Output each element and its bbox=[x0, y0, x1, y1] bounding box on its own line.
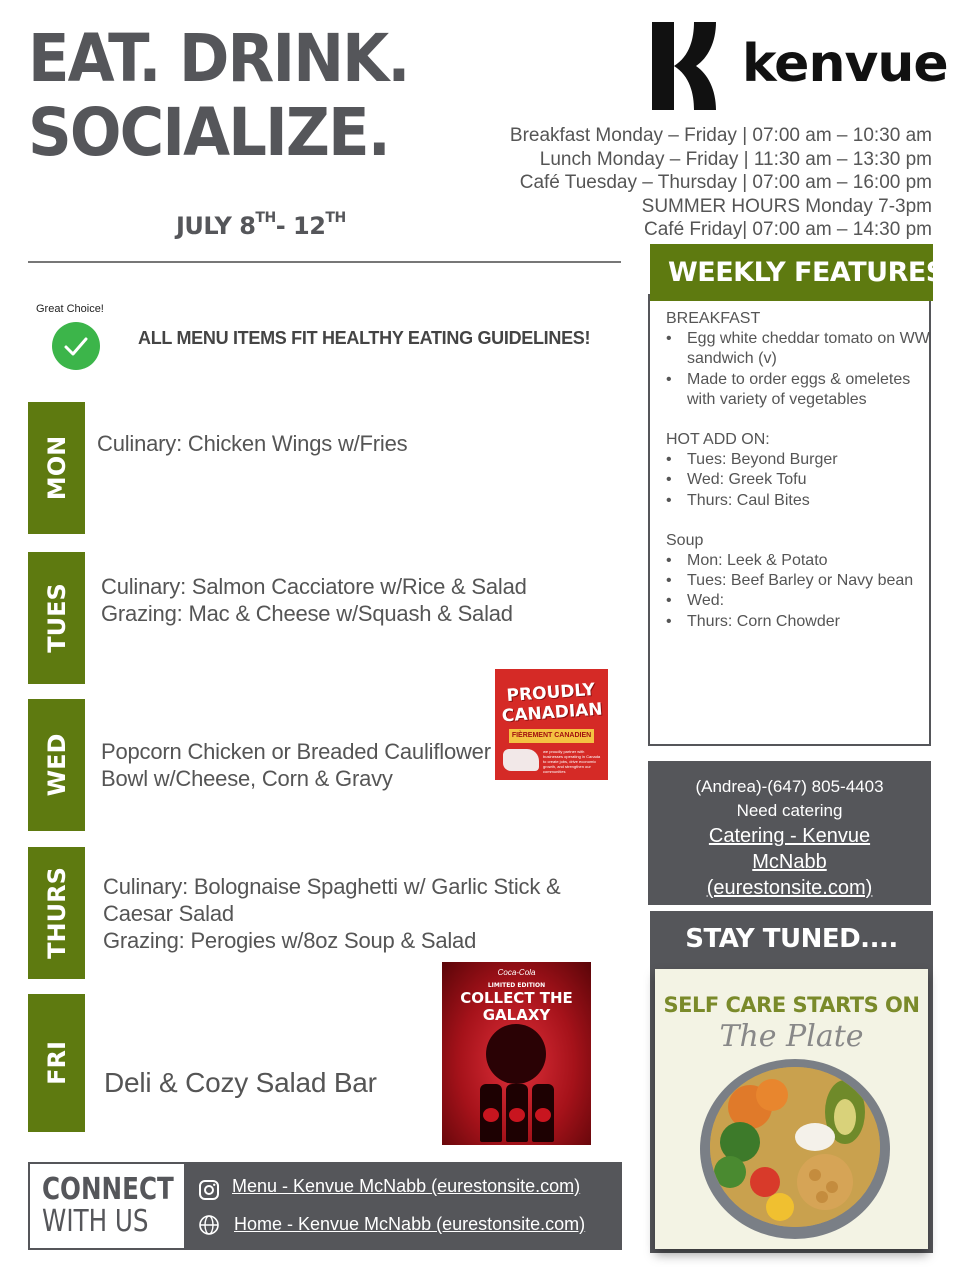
proudly-canadian-poster bbox=[495, 669, 608, 780]
menu-line: Culinary: Bolognaise Spaghetti w/ Garlic Stick & bbox=[103, 874, 561, 899]
breakfast-section bbox=[666, 309, 934, 410]
bottle-icon bbox=[506, 1084, 528, 1142]
hours-line: Breakfast Monday – Friday | 07:00 am – 10:30 am bbox=[509, 125, 932, 146]
list-item: • Egg white cheddar tomato on WW sandwich (v) bbox=[666, 329, 934, 369]
dates-sup-2: TH bbox=[325, 210, 346, 226]
list-item: • Thurs: Caul Bites bbox=[666, 491, 934, 511]
instagram-icon bbox=[198, 1179, 220, 1201]
great-choice-label: Great Choice! bbox=[36, 303, 104, 315]
day-tab-tues bbox=[28, 552, 85, 684]
poster-title-line: COLLECT THE bbox=[460, 989, 573, 1007]
helmet-figure-icon bbox=[486, 1024, 546, 1084]
connect-title-line: WITH US bbox=[42, 1204, 149, 1239]
menu-wed bbox=[101, 738, 491, 792]
hours-line: Café Tuesday – Thursday | 07:00 am – 16:00 pm bbox=[519, 172, 932, 194]
poster-ribbon: FIÈREMENT CANADIEN bbox=[509, 729, 594, 743]
poster-title-line: CANADIAN bbox=[501, 699, 604, 727]
day-tab-label: THURS bbox=[42, 867, 71, 959]
soup-section bbox=[666, 531, 934, 632]
collect-galaxy-poster bbox=[442, 962, 591, 1145]
canada-map-icon bbox=[503, 749, 539, 771]
home-link[interactable]: Home - Kenvue McNabb (eurestonsite.com) bbox=[234, 1214, 586, 1234]
menu-line: Culinary: Chicken Wings w/Fries bbox=[97, 431, 408, 456]
weekly-features-title: WEEKLY FEATURES bbox=[650, 244, 933, 301]
catering-need-text: Need catering bbox=[736, 801, 843, 820]
dates-sup-1: TH bbox=[255, 210, 276, 226]
menu-line: Popcorn Chicken or Breaded Cauliflower bbox=[101, 739, 491, 764]
day-tab-mon bbox=[28, 402, 85, 534]
stay-tuned-title: STAY TUNED.... bbox=[685, 924, 898, 954]
menu-line: Grazing: Perogies w/8oz Soup & Salad bbox=[103, 928, 477, 953]
menu-line: Culinary: Salmon Cacciatore w/Rice & Salad bbox=[101, 574, 527, 599]
bottle-icon bbox=[532, 1084, 554, 1142]
poster-title-line: GALAXY bbox=[482, 1006, 551, 1024]
poster-title-line: PROUDLY bbox=[505, 679, 596, 707]
catering-phone: (Andrea)-(647) 805-4403 bbox=[695, 777, 884, 796]
menu-line: Caesar Salad bbox=[103, 901, 234, 926]
day-tab-label: WED bbox=[42, 733, 71, 797]
kenvue-logo-text: kenvue bbox=[742, 34, 948, 94]
list-item: • Tues: Beyond Burger bbox=[666, 450, 934, 470]
headline-line-2: SOCIALIZE. bbox=[28, 94, 389, 171]
menu-line: Deli & Cozy Salad Bar bbox=[104, 1067, 377, 1098]
catering-link[interactable]: Catering - Kenvue McNabb (eurestonsite.com) bbox=[706, 825, 873, 899]
headline bbox=[28, 22, 409, 170]
day-tab-label: MON bbox=[42, 435, 71, 501]
catering-box bbox=[648, 761, 931, 905]
menu-link[interactable]: Menu - Kenvue McNabb (eurestonsite.com) bbox=[232, 1176, 581, 1196]
salad-bowl-icon bbox=[700, 1059, 890, 1239]
menu-mon bbox=[97, 430, 407, 457]
week-dates bbox=[176, 212, 346, 240]
section-title: HOT ADD ON: bbox=[666, 431, 770, 449]
kenvue-k-icon bbox=[650, 20, 720, 112]
menu-tues bbox=[101, 573, 527, 627]
day-tab-thurs bbox=[28, 847, 85, 979]
dates-start: JULY 8 bbox=[176, 212, 256, 240]
healthy-guideline-text: ALL MENU ITEMS FIT HEALTHY EATING GUIDELINES! bbox=[138, 328, 591, 348]
section-title: Soup bbox=[666, 531, 704, 549]
connect-bar bbox=[28, 1162, 622, 1250]
hours-block bbox=[510, 124, 932, 242]
kenvue-logo bbox=[650, 20, 948, 112]
salad-food bbox=[710, 1067, 880, 1227]
menu-line: Grazing: Mac & Cheese w/Squash & Salad bbox=[101, 601, 513, 626]
day-tab-label: FRI bbox=[42, 1041, 71, 1085]
hours-line: Lunch Monday – Friday | 11:30 am – 13:30 pm bbox=[539, 148, 932, 170]
connect-title bbox=[42, 1174, 174, 1238]
hours-line: SUMMER HOURS Monday 7-3pm bbox=[641, 195, 932, 217]
checkmark-icon bbox=[52, 322, 100, 370]
coca-cola-brand: Coca-Cola bbox=[497, 968, 536, 977]
self-care-line-1: SELF CARE STARTS ON bbox=[663, 993, 920, 1017]
bottle-icon bbox=[480, 1084, 502, 1142]
menu-line: Bowl w/Cheese, Corn & Gravy bbox=[101, 766, 393, 791]
day-tab-fri bbox=[28, 994, 85, 1132]
poster-small-text: we proudly partner with businesses operating in Canada to create jobs, drive economic growth, and strengthen our communities bbox=[543, 749, 601, 774]
self-care-image bbox=[655, 969, 928, 1249]
hot-add-on-section bbox=[666, 430, 934, 511]
day-tab-wed bbox=[28, 699, 85, 831]
connect-title-line: CONNECT bbox=[42, 1172, 174, 1207]
poster-small-text: LIMITED EDITION bbox=[487, 982, 546, 989]
header-divider bbox=[28, 261, 621, 263]
headline-line-1: EAT. DRINK. bbox=[28, 20, 409, 97]
list-item: • Tues: Beef Barley or Navy bean bbox=[666, 571, 934, 591]
stay-tuned-box bbox=[650, 911, 933, 1253]
list-item: • Mon: Leek & Potato bbox=[666, 551, 934, 571]
list-item: • Wed: Greek Tofu bbox=[666, 470, 934, 490]
poster-title bbox=[442, 982, 591, 1024]
self-care-line-2: The Plate bbox=[719, 1019, 864, 1054]
list-item: • Made to order eggs & omeletes with variety of vegetables bbox=[666, 370, 934, 410]
section-title: BREAKFAST bbox=[666, 310, 761, 327]
weekly-features-body bbox=[666, 309, 934, 652]
menu-fri bbox=[104, 1066, 377, 1100]
connect-title-box bbox=[30, 1164, 184, 1248]
dates-end: - 12 bbox=[275, 212, 326, 240]
menu-thurs bbox=[103, 873, 561, 954]
day-tab-label: TUES bbox=[42, 583, 71, 653]
poster-title bbox=[495, 679, 608, 727]
list-item: • Wed: bbox=[666, 591, 934, 611]
hours-line: Café Friday| 07:00 am – 14:30 pm bbox=[644, 219, 932, 241]
list-item: • Thurs: Corn Chowder bbox=[666, 612, 934, 632]
globe-icon bbox=[198, 1214, 220, 1236]
